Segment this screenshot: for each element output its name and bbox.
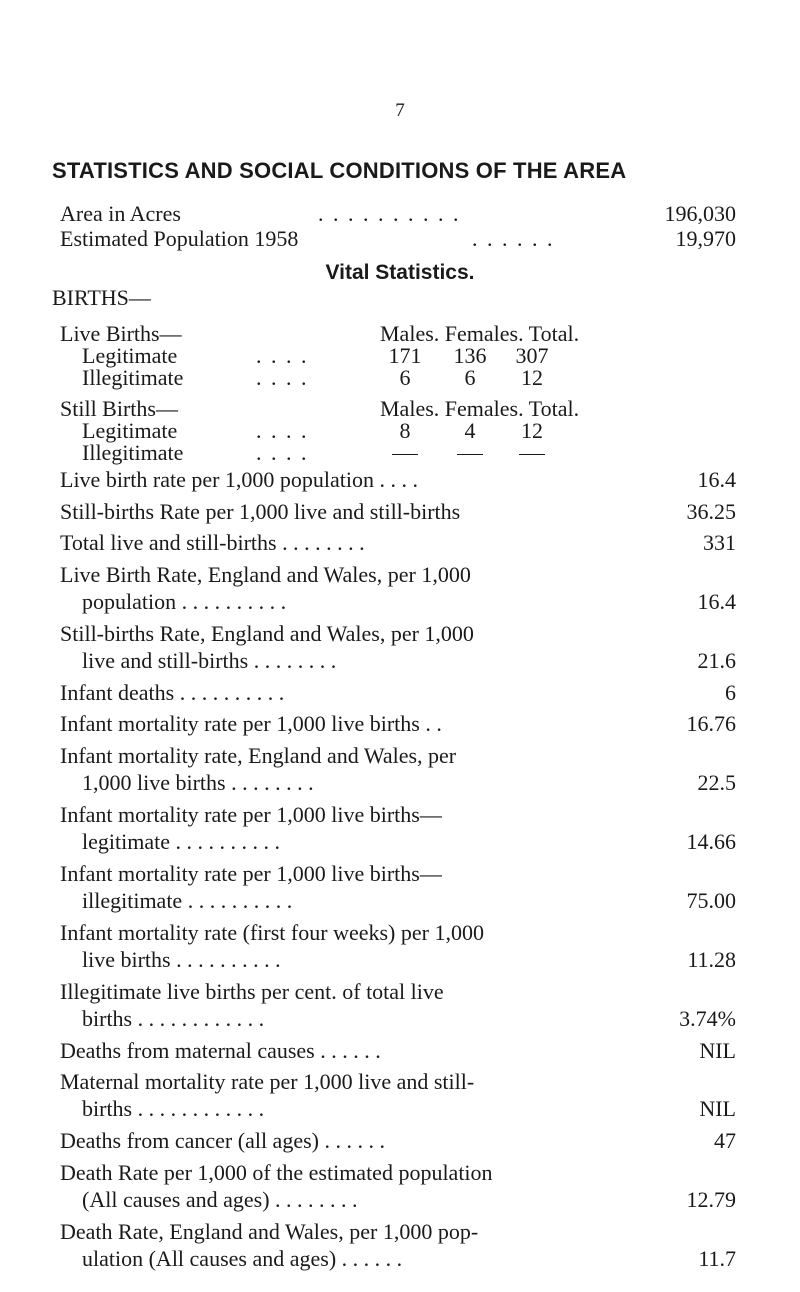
- still-illegitimate-label: Illegitimate: [82, 440, 184, 465]
- stat-label-line2: (All causes and ages) . . . . . . . .: [82, 1186, 358, 1212]
- still-legitimate-dots: . . . .: [256, 418, 309, 443]
- stat-value: 331: [703, 530, 736, 555]
- stat-label-line1: Deaths from maternal causes . . . . . .: [60, 1037, 381, 1063]
- stat-value: NIL: [699, 1096, 736, 1121]
- population-dots: . . . . . .: [472, 226, 555, 251]
- live-legitimate-females: 136: [453, 343, 487, 368]
- stat-label-line2: illegitimate . . . . . . . . . .: [82, 887, 293, 913]
- stat-row: [60, 466, 736, 493]
- still-illegitimate-females-dash: [450, 439, 490, 466]
- stat-label-line1: Infant deaths . . . . . . . . . .: [60, 679, 285, 705]
- stat-label-line2: legitimate . . . . . . . . . .: [82, 828, 280, 854]
- page-number: 7: [395, 100, 405, 121]
- stat-label-line1: Live birth rate per 1,000 population . . . .: [60, 467, 419, 492]
- stat-row: [60, 919, 736, 973]
- area-value: 196,030: [664, 201, 736, 226]
- live-illegitimate-total: 12: [521, 365, 543, 390]
- stat-row: [60, 1127, 736, 1154]
- stat-row: [60, 801, 736, 855]
- live-births-header: Males. Females. Total.: [380, 321, 580, 346]
- stat-row: [60, 710, 736, 737]
- stat-label-line2: births . . . . . . . . . . . .: [82, 1096, 265, 1121]
- stat-value: 21.6: [697, 647, 736, 673]
- stat-label-line1: Infant mortality rate per 1,000 live births . .: [60, 711, 442, 736]
- stat-value: 14.66: [686, 828, 736, 854]
- stat-label-line1: Total live and still-births . . . . . . . .: [60, 530, 365, 555]
- stat-label-line1: Infant mortality rate per 1,000 live births—: [60, 860, 442, 886]
- still-legitimate-females: 4: [464, 418, 476, 443]
- births-heading: BIRTHS—: [52, 285, 151, 310]
- page-heading: STATISTICS AND SOCIAL CONDITIONS OF THE AREA: [52, 158, 627, 183]
- stat-label-line1: Still-births Rate per 1,000 live and still-births: [60, 498, 461, 524]
- stat-label-line1: Maternal mortality rate per 1,000 live and still-: [60, 1069, 475, 1094]
- stat-value: 6: [725, 679, 736, 705]
- live-illegitimate-males: 6: [399, 365, 411, 390]
- stat-row: [60, 1218, 736, 1272]
- stat-value: 16.76: [686, 711, 736, 736]
- stat-value: 47: [714, 1128, 736, 1153]
- area-label: Area in Acres: [60, 201, 181, 226]
- still-legitimate-label: Legitimate: [82, 418, 178, 443]
- stat-value: 16.4: [697, 467, 736, 492]
- live-illegitimate-dots: . . . .: [256, 365, 309, 390]
- stat-row: [60, 860, 736, 914]
- stat-value: NIL: [699, 1037, 736, 1063]
- stat-value: 36.25: [686, 498, 736, 524]
- population-label: Estimated Population 1958: [60, 226, 299, 251]
- stat-row: [60, 1068, 736, 1122]
- live-births-label: Live Births—: [60, 321, 182, 346]
- live-legitimate-label: Legitimate: [82, 343, 178, 368]
- stat-label-line1: Death Rate per 1,000 of the estimated population: [60, 1159, 493, 1185]
- stat-value: 12.79: [686, 1186, 736, 1212]
- still-illegitimate-dots: . . . .: [256, 440, 309, 465]
- live-legitimate-males: 171: [388, 343, 422, 368]
- stat-row: [60, 1159, 736, 1213]
- live-illegitimate-females: 6: [464, 365, 476, 390]
- stat-label-line2: live births . . . . . . . . . .: [82, 946, 281, 972]
- area-dots: . . . . . . . . . .: [318, 201, 461, 226]
- vital-statistics-title: Vital Statistics.: [325, 261, 475, 284]
- stat-label-line1: Infant mortality rate, England and Wales, per: [60, 742, 457, 768]
- stat-label-line2: population . . . . . . . . . .: [82, 588, 287, 614]
- stat-row: [60, 561, 736, 615]
- stat-label-line1: Infant mortality rate (first four weeks) per 1,000: [60, 919, 484, 945]
- stat-value: 16.4: [697, 588, 736, 614]
- population-value: 19,970: [675, 226, 736, 251]
- stat-value: 11.28: [687, 946, 736, 972]
- still-illegitimate-males-dash: [385, 439, 425, 466]
- stat-label-line2: live and still-births . . . . . . . .: [82, 647, 337, 673]
- still-births-label: Still Births—: [60, 396, 178, 421]
- stat-label-line1: Infant mortality rate per 1,000 live births—: [60, 801, 442, 827]
- live-illegitimate-label: Illegitimate: [82, 365, 184, 390]
- stat-label-line1: Death Rate, England and Wales, per 1,000 pop-: [60, 1218, 479, 1244]
- stat-row: [60, 978, 736, 1032]
- stat-label-line2: births . . . . . . . . . . . .: [82, 1005, 265, 1031]
- stat-row: [60, 679, 736, 706]
- stat-row: [60, 498, 736, 525]
- stat-value: 75.00: [686, 887, 736, 913]
- stat-value: 11.7: [698, 1245, 736, 1271]
- stat-label-line1: Deaths from cancer (all ages) . . . . . .: [60, 1128, 385, 1153]
- stat-row: [60, 620, 736, 674]
- still-legitimate-males: 8: [399, 418, 411, 443]
- live-legitimate-total: 307: [515, 343, 549, 368]
- live-legitimate-dots: . . . .: [256, 343, 309, 368]
- stat-value: 22.5: [697, 769, 736, 795]
- stat-row: [60, 1037, 736, 1064]
- stat-row: [60, 742, 736, 796]
- stat-row: [60, 529, 736, 556]
- still-births-header: Males. Females. Total.: [380, 396, 580, 421]
- stat-label-line2: 1,000 live births . . . . . . . .: [82, 769, 314, 795]
- stat-label-line1: Live Birth Rate, England and Wales, per 1,000: [60, 561, 471, 587]
- stat-label-line2: ulation (All causes and ages) . . . . . .: [82, 1245, 403, 1271]
- stat-label-line1: Illegitimate live births per cent. of total live: [60, 978, 444, 1004]
- still-legitimate-total: 12: [521, 418, 543, 443]
- still-illegitimate-total-dash: [512, 439, 552, 466]
- stat-label-line1: Still-births Rate, England and Wales, per 1,000: [60, 620, 474, 646]
- stat-value: 3.74%: [679, 1005, 736, 1031]
